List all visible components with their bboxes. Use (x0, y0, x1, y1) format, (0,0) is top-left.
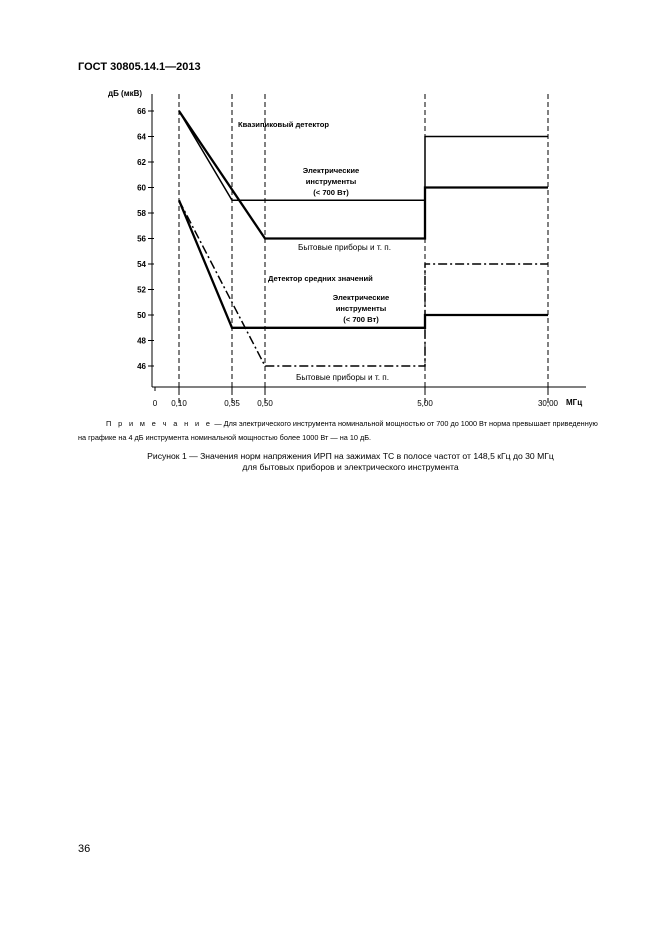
x-tick-label: 0 (152, 399, 158, 408)
qp-tools-label-3: (< 700 Вт) (313, 188, 349, 197)
y-tick-label: 60 (137, 183, 146, 193)
x-tick-label: 0,35 (224, 399, 240, 408)
y-tick-label: 62 (137, 158, 146, 167)
y-tick-label: 52 (137, 285, 146, 295)
note-lead: П р и м е ч а н и е (106, 419, 213, 428)
series-line-2 (179, 111, 548, 239)
limits-chart (0, 0, 661, 420)
qp-detector-label: Квазипиковый детектор (238, 120, 330, 129)
avg-household-label: Бытовые приборы и т. п. (296, 373, 389, 382)
caption-line-2: для бытовых приборов и электрического инструмента (242, 462, 459, 472)
x-tick-label: 5,00 (417, 399, 433, 408)
y-tick-label: 58 (137, 209, 146, 218)
avg-detector-label: Детектор средних значений (268, 274, 373, 283)
note-text: — Для электрического инструмента номинальной мощностью от 700 до 1000 Вт норма превышает приведенную на графике на 4 дБ инструмента номинальной мощностью более 1000 Вт — на 10 дБ. (78, 419, 598, 442)
y-tick-label: 48 (137, 336, 146, 346)
x-tick-label: 0,50 (257, 399, 273, 408)
y-tick-label: 64 (137, 132, 146, 142)
y-tick-label: 66 (137, 107, 146, 116)
y-tick-label: 54 (137, 260, 146, 269)
avg-tools-label-3: (< 700 Вт) (343, 315, 379, 324)
chart-series (179, 111, 548, 366)
chart-note (78, 417, 606, 445)
avg-tools-label-2: инструменты (335, 304, 387, 313)
qp-tools-label-2: инструменты (305, 177, 357, 186)
page-number: 36 (78, 843, 91, 855)
document-header: ГОСТ 30805.14.1—2013 (78, 61, 201, 73)
y-tick-label: 50 (137, 311, 146, 320)
y-axis-label: дБ (мкВ) (108, 89, 143, 98)
qp-household-label: Бытовые приборы и т. п. (298, 243, 391, 252)
avg-tools-label-1: Электрические (332, 293, 390, 302)
y-tick-label: 46 (137, 362, 146, 371)
x-axis-label: МГц (566, 398, 583, 407)
x-tick-label: 30,00 (537, 399, 559, 408)
figure-caption (80, 451, 621, 473)
caption-line-1: Рисунок 1 — Значения норм напряжения ИРП на зажимах ТС в полосе частот от 148,5 кГц до 30 МГц (147, 451, 554, 461)
qp-tools-label-1: Электрические (302, 166, 360, 175)
series-line-4 (179, 200, 548, 366)
y-tick-label: 56 (137, 234, 146, 244)
x-tick-label: 0,10 (171, 399, 187, 408)
